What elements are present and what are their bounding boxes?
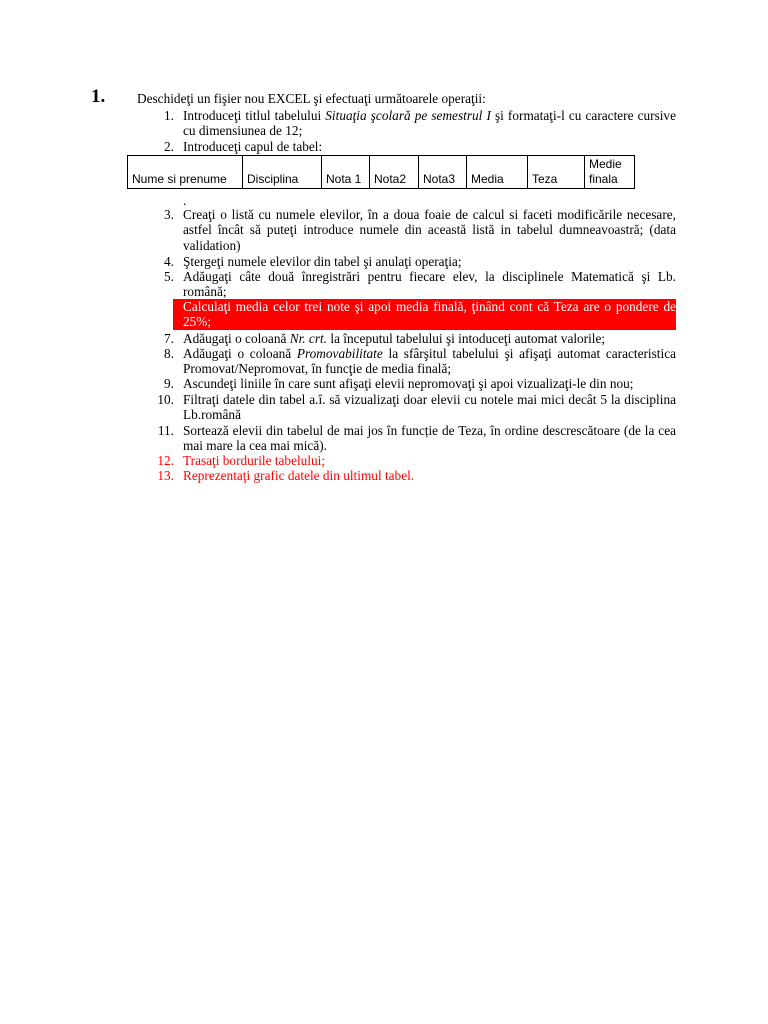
header-cell-medie-finala: Medie finala (585, 156, 635, 189)
item-text: Adăugaţi câte două înregistrări pentru fiecare elev, la disciplinele Matematică şi Lb. română; (183, 269, 676, 300)
item-text-part: la sfârşitul tabelului şi afişaţi automat caracteristica Promovat/Nepromovat, în funcţie de media finală; (183, 346, 676, 377)
table-row (128, 156, 635, 189)
item-text-part: Introduceţi titlul tabelului (183, 108, 326, 123)
item-emphasis: Promovabilitate (296, 346, 383, 361)
item-text: Filtraţi datele din tabel a.î. să vizualizaţi doar elevii cu notele mai mici decât 5 la disciplina Lb.română (183, 392, 676, 423)
item-text-part: Adăugaţi o coloană (183, 346, 297, 361)
header-cell-media: Media (467, 156, 528, 189)
item-text: Sortează elevii din tabelul de mai jos în funcție de Teza, în ordine descrescătoare (de la cea mai mare la cea mai mică). (183, 423, 676, 454)
item-emphasis: Situaţia şcolară pe semestrul I (325, 108, 491, 123)
item-number: 10. (157, 392, 174, 407)
item-text: Trasaţi bordurile tabelului; (183, 453, 326, 468)
item-number: 12. (157, 453, 174, 468)
item-number: 9. (164, 376, 174, 391)
item-text (183, 346, 676, 377)
item-text-part: la începutul tabelului şi intoduceţi automat valorile; (327, 331, 606, 346)
header-cell-discipline: Disciplina (243, 156, 322, 189)
item-number: 11. (157, 423, 174, 438)
item-number: 3. (164, 207, 174, 222)
item-text-part: Adăugaţi o coloană (183, 331, 290, 346)
item-text: Ascundeţi liniile în care sunt afişaţi elevii nepromovaţi şi apoi vizualizaţi-le din nou; (183, 376, 634, 391)
item-number: 8. (164, 346, 174, 361)
item-text: Creaţi o listă cu numele elevilor, în a doua foaie de calcul si faceti modificările necesare, astfel încât să puteţi introduce numele din această listă in tabelul dumneavoastră; (data validation) (183, 207, 676, 253)
item-text: Reprezentaţi grafic datele din ultimul tabel. (183, 468, 415, 483)
header-cell-nota1: Nota 1 (322, 156, 370, 189)
stray-dot: . (183, 193, 187, 208)
item-number: 1. (164, 108, 174, 123)
item-number: 13. (157, 468, 174, 483)
exercise-intro: Deschideţi un fişier nou EXCEL şi efectuaţi următoarele operaţii: (137, 91, 486, 106)
header-cell-name: Nume si prenume (128, 156, 243, 189)
item-number: 7. (164, 331, 174, 346)
item-number: 2. (164, 139, 174, 154)
item-emphasis: Nr. crt. (289, 331, 328, 346)
header-cell-teza: Teza (528, 156, 585, 189)
exercise-number: 1. (91, 86, 106, 107)
table-header-example (127, 155, 635, 189)
item-text: Introduceţi capul de tabel: (183, 139, 323, 154)
item-text: Calculaţi media celor trei note şi apoi media finală, ţinând cont că Teza are o pondere de 25%; (173, 299, 676, 330)
item-text: Ştergeţi numele elevilor din tabel şi anulaţi operaţia; (183, 254, 462, 269)
item-number: 4. (164, 254, 174, 269)
item-text (183, 108, 676, 139)
item-text-part: şi formataţi-l cu caractere cursive cu dimensiunea de 12; (183, 108, 676, 139)
item-number: 5. (164, 269, 174, 284)
header-cell-nota2: Nota2 (370, 156, 419, 189)
header-cell-nota3: Nota3 (419, 156, 467, 189)
item-text (183, 331, 676, 346)
